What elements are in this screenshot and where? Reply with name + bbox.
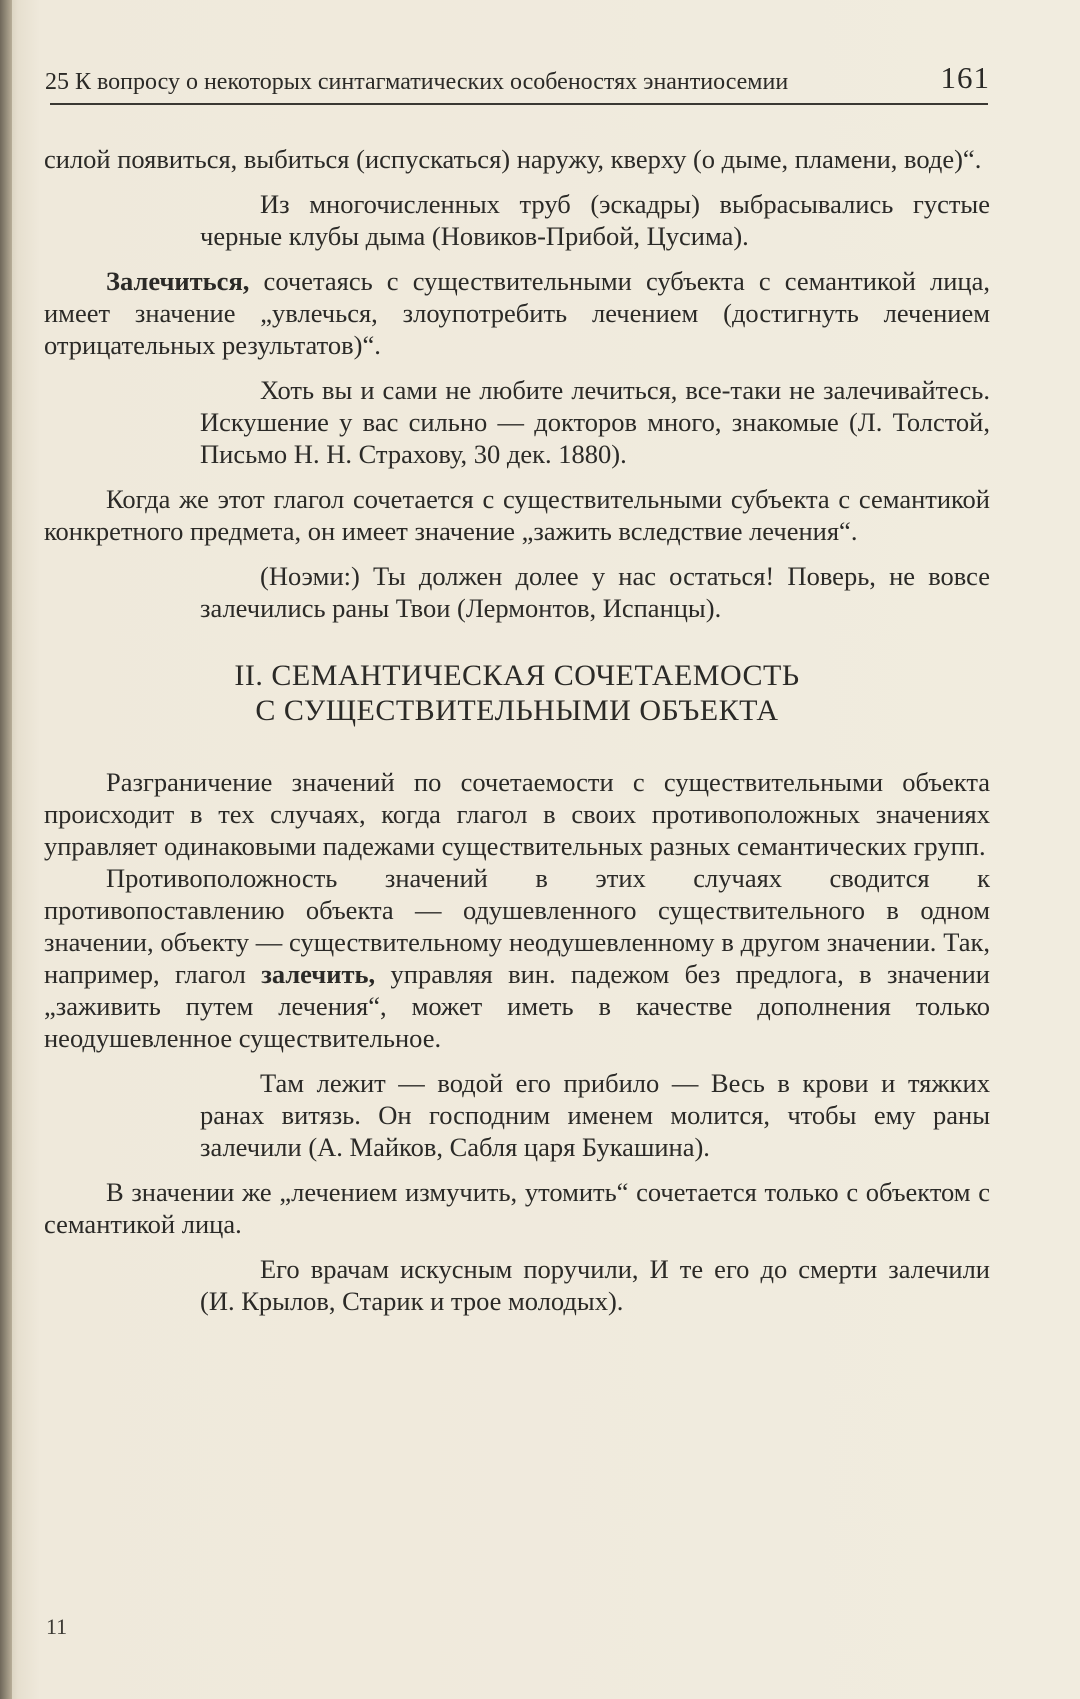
quotation: (Ноэми:) Ты должен долее у нас остаться! Поверь, не вовсе залечились раны Твои (Лермонтов, Испанцы). xyxy=(200,561,990,623)
section-heading-line: II. СЕМАНТИЧЕСКАЯ СОЧЕТАЕМОСТЬ xyxy=(234,659,800,692)
quotation: Из многочисленных труб (эскадры) выбрасывались густые черные клубы дыма (Новиков-Прибой, Цусима). xyxy=(200,189,990,251)
paragraph xyxy=(44,265,990,361)
header-rule xyxy=(50,103,988,105)
paragraph-text: Противоположность значений в этих случаях сводится к противопоставлению объекта — одушевленного существительного в одном значении, объекту — существительному неодушевленному в другом значении. Так, например, глагол xyxy=(44,863,990,989)
section-heading xyxy=(44,658,990,728)
running-header-text xyxy=(45,69,788,96)
section-heading-line: С СУЩЕСТВИТЕЛЬНЫМИ ОБЪЕКТА xyxy=(255,694,779,727)
paragraph-text: управляя вин. падежом без предлога, в значении „заживить путем лечения“, может иметь в качестве дополнения только неодушевленное существительное. xyxy=(44,959,990,1053)
quotation: Его врачам искусным поручили, И те его до смерти залечили (И. Крылов, Старик и трое молодых). xyxy=(200,1254,990,1316)
running-header xyxy=(45,60,990,96)
book-spine-shadow xyxy=(0,0,12,1699)
paragraph: силой появиться, выбиться (испускаться) наружу, кверху (о дыме, пламени, воде)“. xyxy=(44,144,982,174)
term: Залечиться, xyxy=(106,266,250,296)
term: залечить, xyxy=(261,959,376,989)
quotation: Там лежит — водой его прибило — Весь в крови и тяжких ранах витязь. Он господним именем молится, чтобы ему раны залечили (А. Майков, Сабля царя Букашина). xyxy=(200,1068,990,1162)
page-number: 161 xyxy=(940,60,990,95)
paragraph: Разграничение значений по сочетаемости с существительными объекта происходит в тех случаях, когда глагол в своих противоположных значениях управляет одинаковыми падежами существительных разных семантических групп. xyxy=(44,767,990,861)
paragraph xyxy=(44,862,990,1054)
quotation: Хоть вы и сами не любите лечиться, все-таки не залечивайтесь. Искушение у вас сильно — докторов много, знакомые (Л. Толстой, Письмо Н. Н. Страхову, 30 дек. 1880). xyxy=(200,375,990,469)
paragraph: Когда же этот глагол сочетается с существительными субъекта с семантикой конкретного предмета, он имеет значение „зажить вследствие лечения“. xyxy=(44,484,990,546)
running-title: К вопросу о некоторых синтагматических особеностях энантиосемии xyxy=(75,69,789,95)
chapter-number: 25 xyxy=(45,69,69,95)
paragraph: В значении же „лечением измучить, утомить“ сочетается только с объектом с семантикой лица. xyxy=(44,1177,990,1239)
signature-mark: 11 xyxy=(46,1614,68,1639)
page-body xyxy=(44,143,990,1317)
paragraph-text: сочетаясь с существительными субъекта с семантикой лица, имеет значение „увлечься, злоупотребить лечением (достигнуть лечением отрицательных результатов)“. xyxy=(44,266,990,360)
